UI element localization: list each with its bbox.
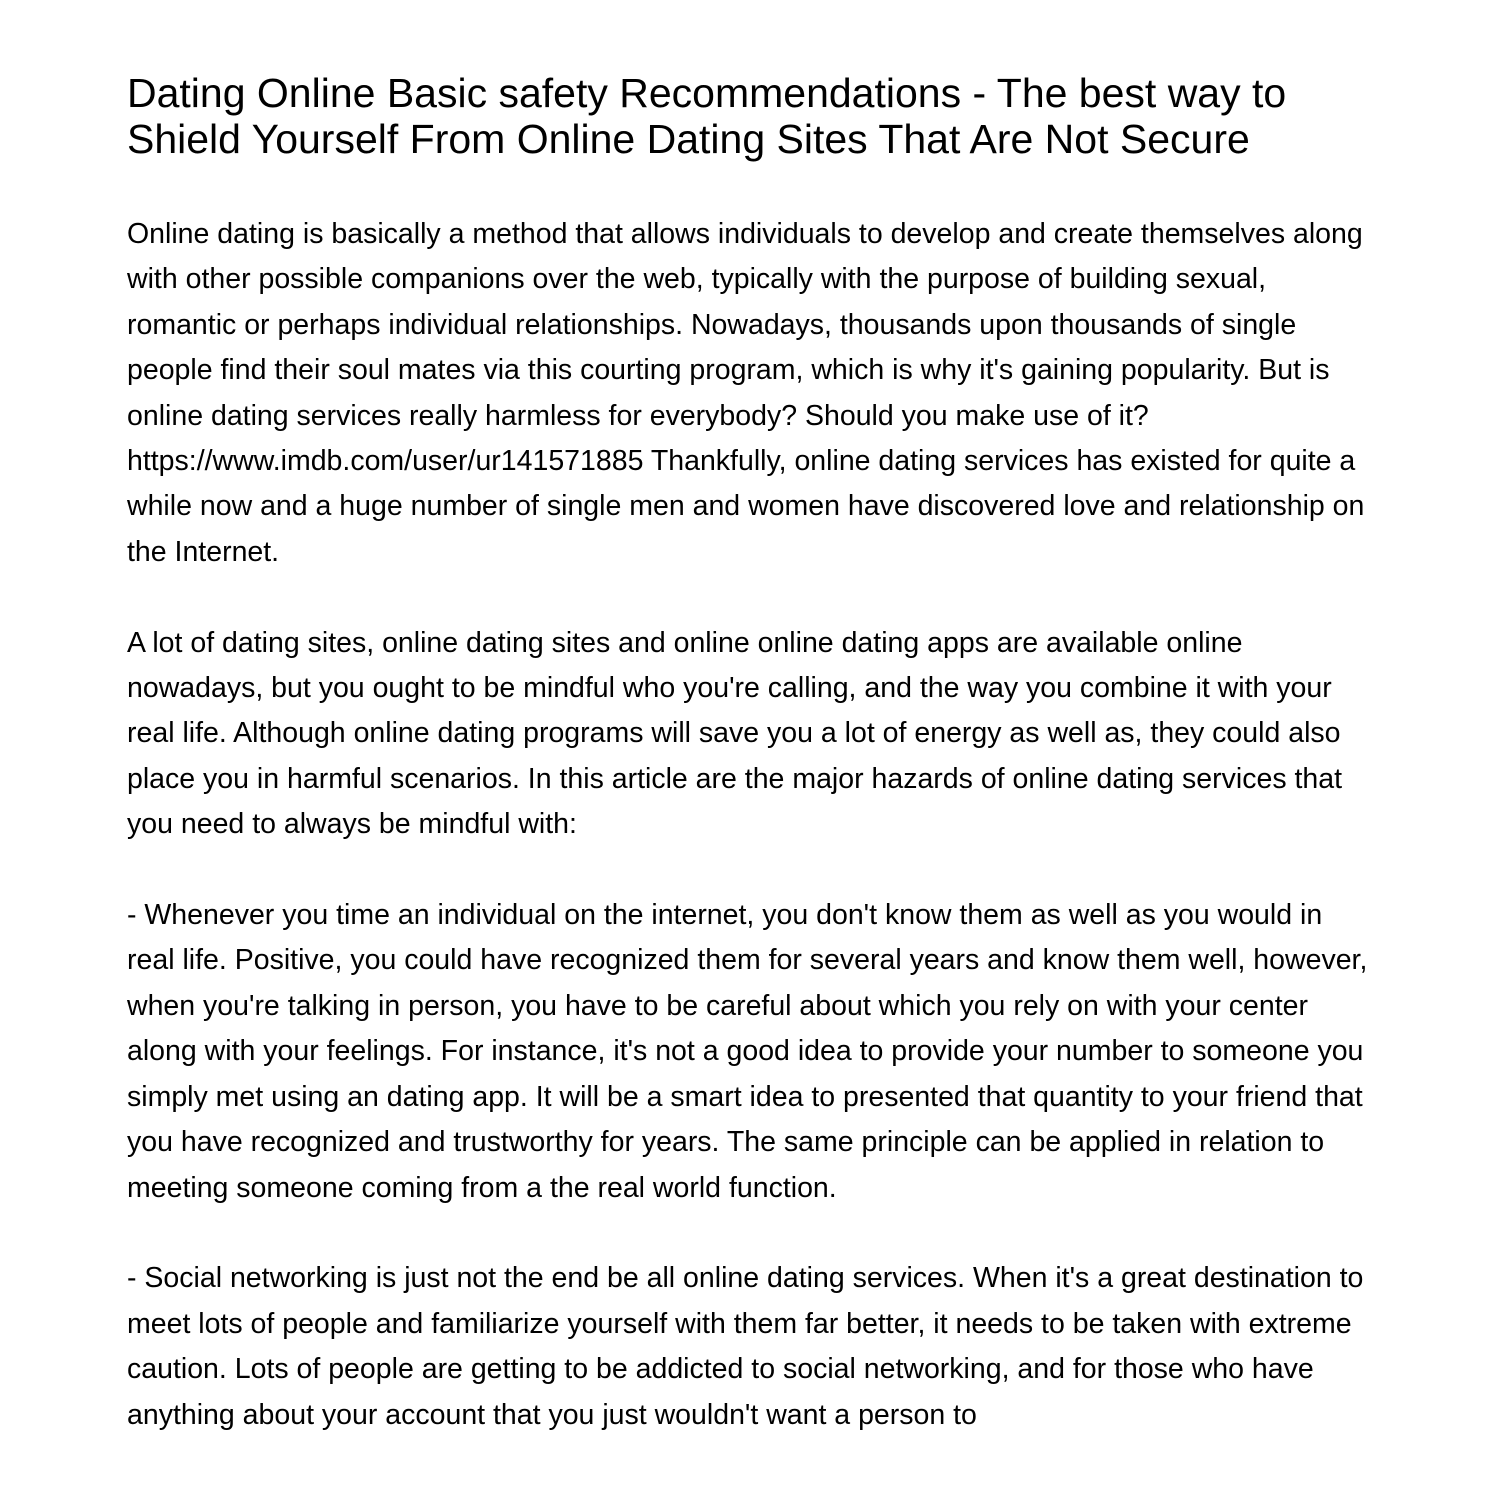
document-title: Dating Online Basic safety Recommendations - The best way to Shield Yourself From Online Dating Sites That Are Not Secure: [127, 70, 1287, 162]
document-body: [127, 70, 1377, 1438]
paragraph-hazard-social-networking: - Social networking is just not the end be all online dating services. When it's a great destination to meet lots of people and familiarize yourself with them far better, it needs to be taken with extreme caution. Lots of people are getting to be addicted to social networking, and for those who have anything about your account that you just wouldn't want a person to: [127, 1262, 1364, 1431]
paragraph-hazard-knowing-them: - Whenever you time an individual on the internet, you don't know them as well as you would in real life. Positive, you could have recognized them for several years and know them well, however, when you're talking in person, you have to be careful about which you rely on with your center along with your feelings. For instance, it's not a good idea to provide your number to someone you simply met using an dating app. It will be a smart idea to presented that quantity to your friend that you have recognized and trustworthy for years. The same principle can be applied in relation to meeting someone coming from a the real world function.: [127, 899, 1368, 1204]
paragraph-intro: Online dating is basically a method that allows individuals to develop and create themselves along with other possible companions over the web, typically with the purpose of building sexual, romantic or perhaps individual relationships. Nowadays, thousands upon thousands of single people find their soul mates via this courting program, which is why it's gaining popularity. But is online dating services really harmless for everybody? Should you make use of it? https://www.imdb.com/user/ur141571885 Thankfully, online dating services has existed for quite a while now and a huge number of single men and women have discovered love and relationship on the Internet.: [127, 218, 1365, 568]
paragraph-dating-sites: A lot of dating sites, online dating sites and online online dating apps are available online nowadays, but you ought to be mindful who you're calling, and the way you combine it with your real life. Although online dating programs will save you a lot of energy as well as, they could also place you in harmful scenarios. In this article are the major hazards of online dating services that you need to always be mindful with:: [127, 626, 1343, 841]
